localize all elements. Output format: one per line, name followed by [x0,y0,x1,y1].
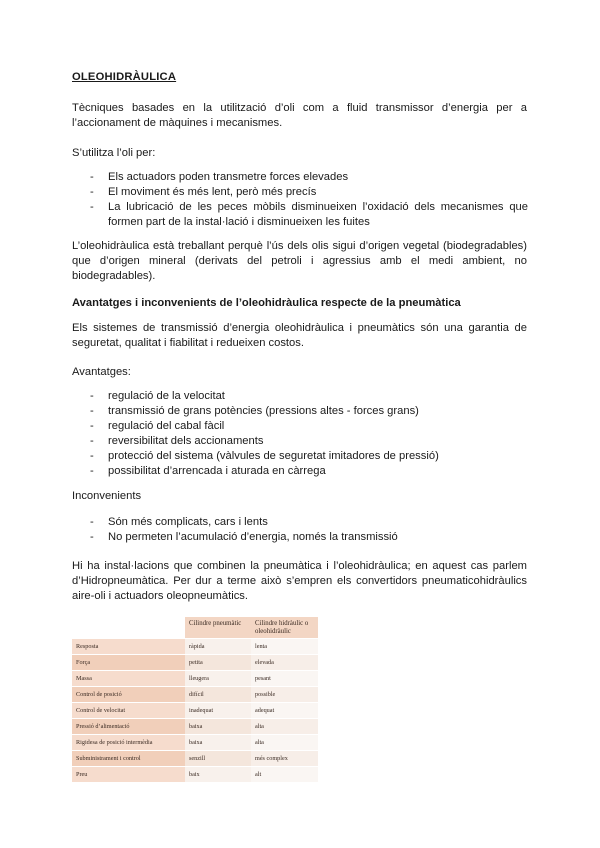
list-item-text: protecció del sistema (vàlvules de seguretat imitadores de pressió) [108,450,439,462]
table-row [72,687,318,703]
hydraulic-cell: possible [251,687,318,703]
table-corner-cell [72,617,185,639]
list-item-text: Són més complicats, cars i lents [108,516,268,528]
table-row [72,703,318,719]
row-label: Pressió d’alimentació [72,719,185,735]
pneumatic-cell: baixa [185,735,251,751]
column-header-hydraulic: Cilindre hidràulic o oleohidràulic [251,617,318,639]
list-item-text: reversibilitat dels accionaments [108,435,264,447]
list-item-text: El moviment és més lent, però més precís [108,186,317,198]
table-row [72,671,318,687]
dash-bullet: - [90,435,94,447]
row-label: Força [72,655,185,671]
intro-paragraph: Tècniques basades en la utilització d’oli com a fluid transmissor d’energia per a l’accionament de màquines i mecanismes. [72,102,527,129]
hydraulic-cell: alta [251,719,318,735]
row-label: Preu [72,767,185,783]
list-item [90,185,528,200]
page-title: OLEOHIDRÀULICA [72,71,177,83]
list-item-text: regulació del cabal fàcil [108,420,225,432]
list-item [90,404,528,419]
hydraulic-cell: alta [251,735,318,751]
table-row [72,655,318,671]
row-label: Subministrament i control [72,751,185,767]
dash-bullet: - [90,420,94,432]
list-item [90,530,528,545]
row-label: Control de posició [72,687,185,703]
column-header-pneumatic: Cilindre pneumàtic [185,617,251,639]
oils-paragraph: L’oleohidràulica està treballant perquè l’ús dels olis sigui d’origen vegetal (biodegradables) que d’origen mineral (derivats del petroli i agressius amb el medi ambient, no biodegradables). [72,240,527,282]
row-label: Massa [72,671,185,687]
uses-list [90,170,528,230]
list-item [90,515,528,530]
list-item-text: Els actuadors poden transmetre forces elevades [108,171,349,183]
list-item [90,464,528,479]
closing-paragraph: Hi ha instal·lacions que combinen la pneumàtica i l’oleohidràulica; en aquest cas parlem d’Hidropneumàtica. Per dur a terme això s’empren els convertidors pneumaticohidràulics aire-oli i actuadors oleopneumàtics. [72,560,527,602]
comparison-table [72,617,318,782]
dash-bullet: - [90,531,94,543]
dash-bullet: - [90,516,94,528]
dash-bullet: - [90,171,94,183]
dash-bullet: - [90,405,94,417]
pneumatic-cell: inadequat [185,703,251,719]
list-item-text: transmissió de grans potències (pressions altes - forces grans) [108,405,419,417]
pneumatic-cell: baix [185,767,251,783]
table-row [72,719,318,735]
list-item [90,449,528,464]
disadvantages-list [90,515,528,545]
advantages-list [90,389,528,479]
pneumatic-cell: baixa [185,719,251,735]
dash-bullet: - [90,186,94,198]
list-item-text: No permeten l’acumulació d’energia, només la transmissió [108,531,398,543]
list-item [90,419,528,434]
row-label: Rigidesa de posició intermèdia [72,735,185,751]
uses-intro: S’utilitza l’oli per: [72,147,156,159]
hydraulic-cell: pesant [251,671,318,687]
advantages-label: Avantatges: [72,366,131,378]
hydraulic-cell: més complex [251,751,318,767]
hydraulic-cell: lenta [251,639,318,655]
pneumatic-cell: ràpida [185,639,251,655]
section-title: Avantatges i inconvenients de l’oleohidràulica respecte de la pneumàtica [72,297,461,309]
table-row [72,639,318,655]
table-row [72,767,318,783]
list-item [90,434,528,449]
table-row [72,735,318,751]
row-label: Resposta [72,639,185,655]
dash-bullet: - [90,465,94,477]
hydraulic-cell: adequat [251,703,318,719]
hydraulic-cell: alt [251,767,318,783]
pneumatic-cell: difícil [185,687,251,703]
pneumatic-cell: senzill [185,751,251,767]
list-item-text: La lubricació de les peces mòbils disminueixen l’oxidació dels mecanismes que formen part de la instal·lació i disminueixen les fuites [108,201,528,228]
row-label: Control de velocitat [72,703,185,719]
disadvantages-label: Inconvenients [72,490,142,502]
table-row [72,751,318,767]
list-item-text: possibilitat d’arrencada i aturada en càrrega [108,465,326,477]
list-item [90,389,528,404]
dash-bullet: - [90,390,94,402]
dash-bullet: - [90,450,94,462]
pneumatic-cell: petita [185,655,251,671]
list-item-text: regulació de la velocitat [108,390,225,402]
hydraulic-cell: elevada [251,655,318,671]
list-item [90,170,528,185]
section-intro: Els sistemes de transmissió d’energia oleohidràulica i pneumàtics són una garantia de seguretat, qualitat i fiabilitat i redueixen costos. [72,322,527,349]
pneumatic-cell: lleugera [185,671,251,687]
list-item [90,200,528,230]
table-header-row [72,617,318,639]
dash-bullet: - [90,201,94,213]
